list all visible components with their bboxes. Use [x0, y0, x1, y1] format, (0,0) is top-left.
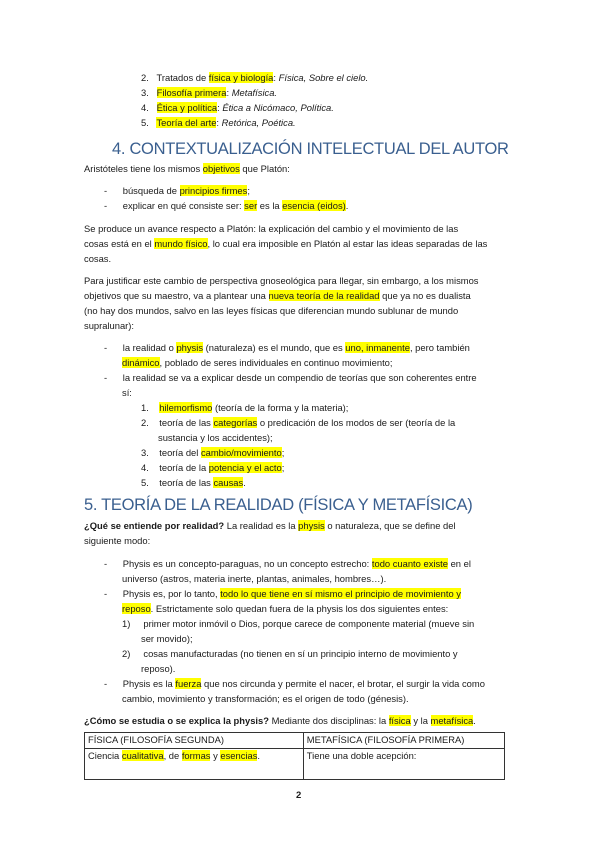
table-row [85, 733, 505, 749]
sub-list-item: 2) cosas manufacturadas (no tienen en sí un principio interno de movimiento y [122, 648, 458, 659]
bullet-continuation: universo (astros, materia inerte, plantas, animales, hombres…). [122, 573, 387, 584]
paragraph-line: supralunar): [84, 320, 135, 331]
section-heading: 5. TEORÍA DE LA REALIDAD (FÍSICA Y METAFÍSICA) [84, 496, 473, 514]
paragraph-line: cosas está en el mundo físico, lo cual era imposible en Platón al estar las ideas separadas de las [84, 238, 488, 249]
list-number: 2. [141, 72, 149, 83]
paragraph-line: Se produce un avance respecto a Platón: la explicación del cambio y el movimiento de las [84, 223, 459, 234]
paragraph-line: objetivos que su maestro, va a plantear una nueva teoría de la realidad que ya no es dualista [84, 290, 471, 301]
paragraph-line: ¿Cómo se estudia o se explica la physis? Mediante dos disciplinas: la física y la metafísica. [84, 715, 476, 726]
paragraph-line: (no hay dos mundos, salvo en las leyes físicas que diferencian mundo sublunar de mundo [84, 305, 459, 316]
sub-list-item: 3. teoría del cambio/movimiento; [141, 447, 285, 458]
bullet-continuation: sí: [122, 387, 132, 398]
list-item: 3. Filosofía primera: Metafísica. [141, 87, 278, 98]
sub-list-continuation: reposo). [141, 663, 176, 674]
bullet-item: - la realidad o physis (naturaleza) es el mundo, que es uno, inmanente, pero también [104, 342, 470, 353]
bullet-item: - la realidad se va a explicar desde un compendio de teorías que son coherentes entre [104, 372, 477, 383]
paragraph: Aristóteles tiene los mismos objetivos que Platón: [84, 163, 290, 174]
comparison-table [84, 732, 505, 780]
bullet-item: - explicar en qué consiste ser: ser es la esencia (eidos). [104, 200, 349, 211]
sub-list-continuation: ser movido); [141, 633, 193, 644]
bullet-continuation: reposo. Estrictamente solo quedan fuera de la physis los dos siguientes entes: [122, 603, 449, 614]
paragraph-line: ¿Qué se entiende por realidad? La realidad es la physis o naturaleza, que se define del [84, 520, 456, 531]
page-number: 2 [296, 790, 302, 801]
table-header-cell: METAFÍSICA (FILOSOFÍA PRIMERA) [303, 733, 504, 749]
paragraph-line: Para justificar este cambio de perspectiva gnoseológica para llegar, sin embargo, a los mismos [84, 275, 479, 286]
sub-list-item: 2. teoría de las categorías o predicación de los modos de ser (teoría de la [141, 417, 456, 428]
bullet-continuation: dinámico, poblado de seres individuales en continuo movimiento; [122, 357, 393, 368]
sub-list-item: 5. teoría de las causas. [141, 477, 246, 488]
bullet-continuation: cambio, movimiento y transformación; es el origen de todo (génesis). [122, 693, 409, 704]
sub-list-continuation: sustancia y los accidentes); [158, 432, 273, 443]
section-heading: 4. CONTEXTUALIZACIÓN INTELECTUAL DEL AUTOR [112, 140, 509, 158]
list-item: 2. Tratados de física y biología: Física, Sobre el cielo. [141, 72, 369, 83]
bullet-item: - Physis es, por lo tanto, todo lo que tiene en sí mismo el principio de movimiento y [104, 588, 461, 599]
list-item: 5. Teoría del arte: Retórica, Poética. [141, 117, 296, 128]
table-cell: Tiene una doble acepción: [303, 749, 504, 780]
list-item: 4. Ética y política: Ética a Nicómaco, Política. [141, 102, 334, 113]
sub-list-item: 4. teoría de la potencia y el acto; [141, 462, 285, 473]
paragraph-line: siguiente modo: [84, 535, 151, 546]
sub-list-item: 1) primer motor inmóvil o Dios, porque carece de componente material (mueve sin [122, 618, 475, 629]
table-header-cell: FÍSICA (FILOSOFÍA SEGUNDA) [85, 733, 304, 749]
bullet-item: - Physis es la fuerza que nos circunda y permite el nacer, el brotar, el surgir la vida como [104, 678, 485, 689]
table-cell: Ciencia cualitativa, de formas y esencias. [85, 749, 304, 780]
bullet-item: - búsqueda de principios firmes; [104, 185, 250, 196]
bullet-item: - Physis es un concepto-paraguas, no un concepto estrecho: todo cuanto existe en el [104, 558, 471, 569]
table-row [85, 749, 505, 780]
paragraph-line: cosas. [84, 253, 112, 264]
sub-list-item: 1. hilemorfismo (teoría de la forma y la materia); [141, 402, 349, 413]
